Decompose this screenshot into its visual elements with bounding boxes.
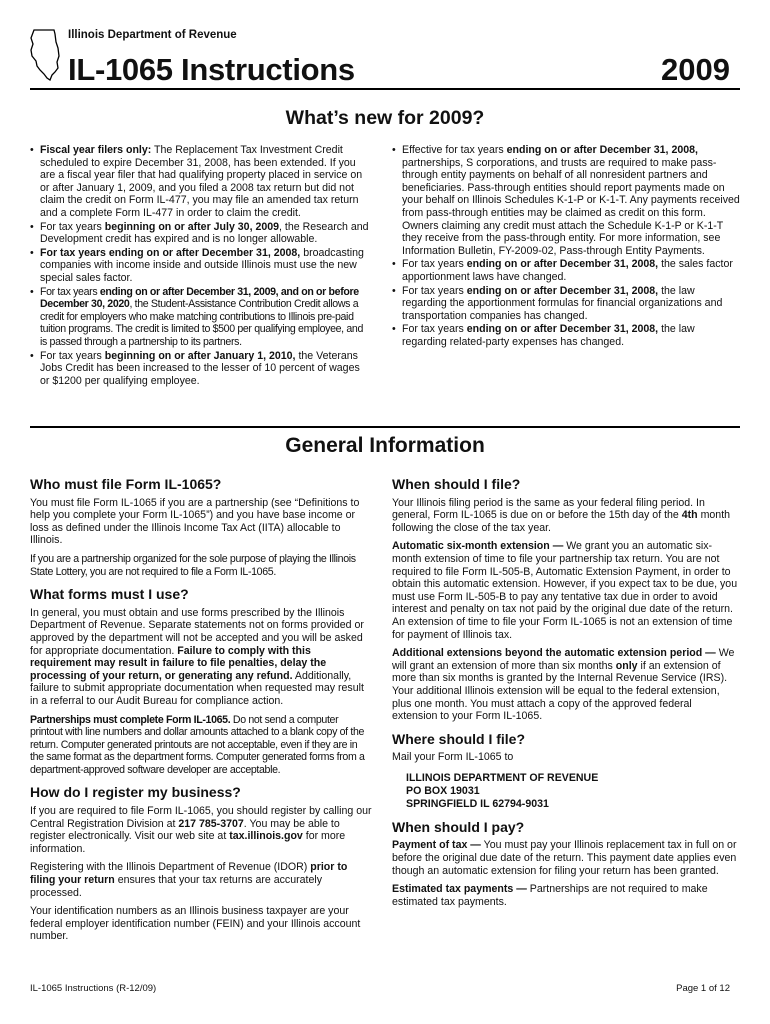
agency-name: Illinois Department of Revenue xyxy=(68,29,237,41)
filing-period-paragraph: Your Illinois filing period is the same as your federal filing period. In general, Form IL-1065 is due on or before the 15th day of the 4th month following the close of the tax year. xyxy=(392,496,731,534)
lottery-paragraph: If you are a partnership organized for the sole purpose of playing the Illinois State Lottery, you are not required to file a Form IL-1065. xyxy=(30,552,356,578)
section-divider xyxy=(30,426,740,428)
whats-new-heading: What’s new for 2009? xyxy=(285,107,485,129)
list-item: • For tax years ending on or after December 31, 2009, and on or before December 30, 2020, the Student-Assistance Contribution Credit allows a credit for employers who make matching contributions to Illinois pre-paid tuition programs. The credit is limited to $500 per qualifying employee, and is passed through a partnership to its partners. xyxy=(30,286,372,349)
list-item: • For tax years ending on or after December 31, 2008, the law regarding the apportionment formulas for financial organizations and transportation companies has changed. xyxy=(392,285,740,323)
list-item: • For tax years ending on or after December 31, 2008, the law regarding related-party expenses has changed. xyxy=(392,323,740,348)
address-line: ILLINOIS DEPARTMENT OF REVENUE xyxy=(406,771,599,784)
list-item: • Effective for tax years ending on or after December 31, 2008, partnerships, S corporations, and trusts are required to make pass-through entity payments on behalf of all nonresident partners and beneficiaries. Pass-through entities should report payments made on your behalf on Illinois Schedules K-1-P or K-1-T. Any payments received from pass-through entities may be claimed as credit on this form. Owners claiming any credit must attach the Schedule K-1-P or K-1-T they receive from the pass-through entity. For more information, see Information Bulletin, FY-2009-02, Pass-through Entity Payments. xyxy=(392,144,740,257)
whats-new-left-column xyxy=(30,144,372,388)
page-number: Page 1 of 12 xyxy=(676,983,730,994)
header-rule xyxy=(30,88,740,90)
list-item: • For tax years beginning on or after July 30, 2009, the Research and Development credit has expired and is no longer allowable. xyxy=(30,221,372,246)
when-file-heading: When should I file? xyxy=(392,476,521,492)
document-title: IL-1065 Instructions xyxy=(68,52,355,87)
who-must-file-heading: Who must file Form IL-1065? xyxy=(30,476,222,492)
additional-extension-paragraph: Additional extensions beyond the automatic extension period — We will grant an extension of more than six months only if an extension of more than six months is granted by the Internal Revenue Service (IRS). Your additional Illinois extension will be equal to the federal extension, plus one month. You must attach a copy of the approved federal extension to your Form IL-1065. xyxy=(392,647,735,723)
illinois-state-outline-icon xyxy=(28,28,62,82)
address-line: SPRINGFIELD IL 62794-9031 xyxy=(406,797,549,810)
idor-paragraph: Registering with the Illinois Department of Revenue (IDOR) prior to filing your return ensures that your tax returns are accurately processed. xyxy=(30,861,348,899)
register-business-heading: How do I register my business? xyxy=(30,784,241,801)
what-forms-heading: What forms must I use? xyxy=(30,586,189,603)
where-file-heading: Where should I file? xyxy=(392,730,526,747)
identification-paragraph: Your identification numbers as an Illinois business taxpayer are your federal employer identification number (FEIN) and your Illinois account number. xyxy=(30,905,361,943)
when-pay-heading: When should I pay? xyxy=(392,818,525,835)
mailing-address xyxy=(406,772,740,811)
list-item: • Fiscal year filers only: The Replacement Tax Investment Credit scheduled to expire December 31, 2008, has been extended. If you are a fiscal year filer that had qualifying property placed in service on or after January 1, 2009, and you filed a 2008 tax return but did not claim the credit on Form IL-477, you may file an amended tax return and a complete Form IL-477 in order to claim the credit. xyxy=(30,144,372,220)
automatic-extension-paragraph: Automatic six-month extension — We grant you an automatic six-month extension of time to file your partnership tax return. You are not required to file Form IL-505-B, Automatic Extension Payment, in order to obtain this automatic extension. However, if you expect tax to be due, you must use Form IL-505-B to pay any tentative tax due in order to avoid interest and penalty on tax not paid by the original due date of the return. An extension of time to file your Form IL-1065 is not an extension of time for payment of Illinois tax. xyxy=(392,540,738,641)
whats-new-right-column xyxy=(392,144,740,350)
address-line: PO BOX 19031 xyxy=(406,784,480,797)
general-right-column xyxy=(392,478,740,914)
payment-of-tax-paragraph: Payment of tax — You must pay your Illinois replacement tax in full on or before the original due date of the return. This payment date applies even though an automatic extension for filing your return has been granted. xyxy=(392,839,737,877)
whats-new-left-list xyxy=(30,144,372,387)
whats-new-right-list xyxy=(392,144,740,349)
list-item: • For tax years ending on or after December 31, 2008, the sales factor apportionment laws have changed. xyxy=(392,258,740,283)
mail-paragraph: Mail your Form IL-1065 to xyxy=(392,751,514,764)
general-left-column xyxy=(30,478,372,949)
estimated-tax-paragraph: Estimated tax payments — Partnerships are not required to make estimated tax payments. xyxy=(392,883,708,908)
register-paragraph: If you are required to file Form IL-1065, you should register by calling our Central Registration Division at 217 785-3707. You may be able to register electronically. Visit our web site at tax.illinois.gov for more information. xyxy=(30,805,372,855)
partnerships-paragraph: Partnerships must complete Form IL-1065. Do not send a computer printout with line numbers and dollar amounts attached to a blank copy of the return. Computer generated printouts are not acceptable, even if they are in the same format as the department forms. Computer generated forms from a department-approved software developer are acceptable. xyxy=(30,713,365,776)
form-revision: IL-1065 Instructions (R-12/09) xyxy=(30,983,157,994)
general-information-heading: General Information xyxy=(285,434,485,457)
list-item: • For tax years ending on or after December 31, 2008, broadcasting companies with income inside and outside Illinois must use the new special sales factor. xyxy=(30,247,372,285)
tax-year: 2009 xyxy=(661,52,730,87)
who-must-file-paragraph: You must file Form IL-1065 if you are a partnership (see “Definitions to help you complete your Form IL-1065”) and you have base income or loss as defined under the Illinois Income Tax Act (IITA) allocable to Illinois. xyxy=(30,496,360,547)
forms-paragraph: In general, you must obtain and use forms prescribed by the Illinois Department of Revenue. Separate statements not on forms provided or approved by the department will not be accepted and you will be asked for appropriate documentation. Failure to comply with this requirement may result in failure to file penalties, delay the processing of your return, or generating any refund. Additionally, failure to submit appropriate documentation when requested may result in a referral to our Audit Bureau for compliance action. xyxy=(30,606,364,707)
list-item: • For tax years beginning on or after January 1, 2010, the Veterans Jobs Credit has been increased to the lesser of 10 percent of wages or $1200 per qualifying employee. xyxy=(30,350,372,388)
